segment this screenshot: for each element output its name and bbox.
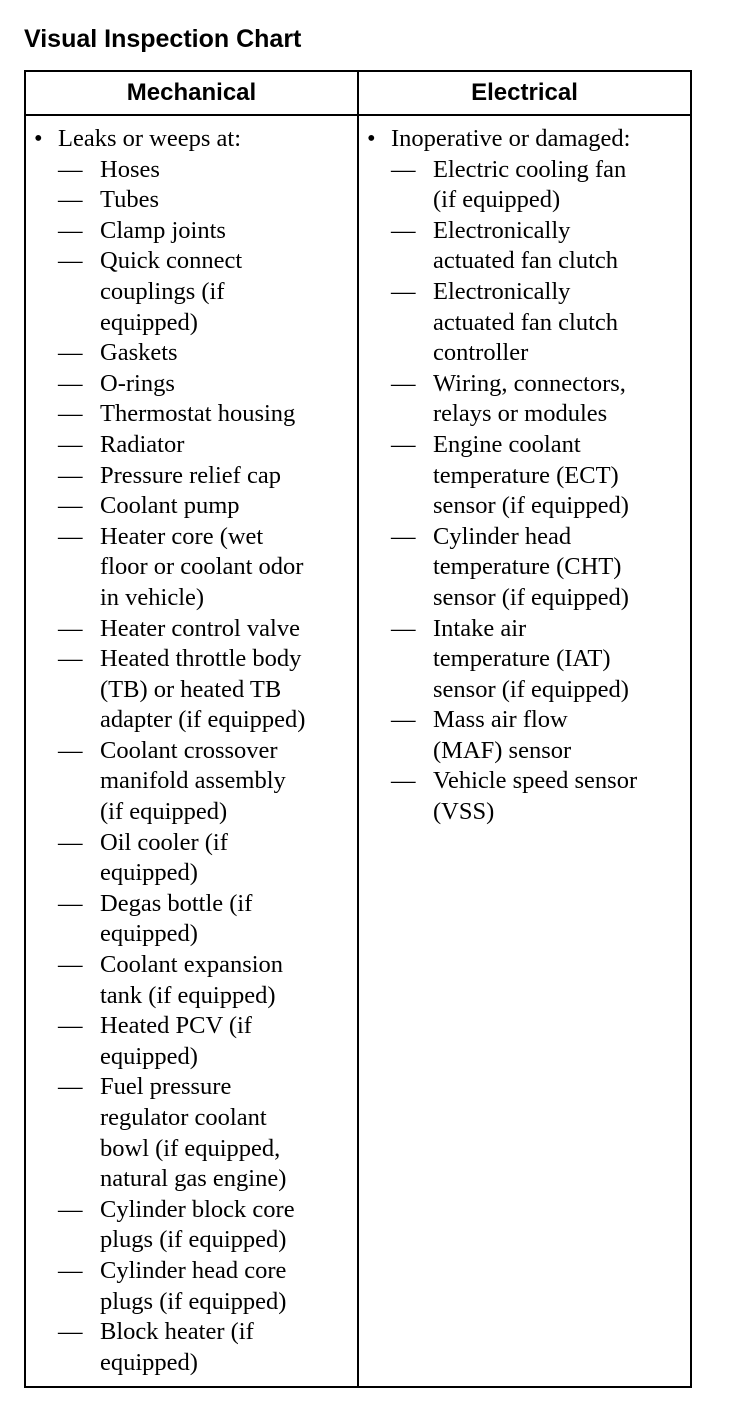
bullet-icon: •	[367, 125, 376, 152]
mechanical-item-text: Fuel pressure regulator coolant bowl (if equipped, natural gas engine)	[100, 1073, 287, 1193]
electrical-intro	[359, 124, 690, 155]
dash-icon: —	[391, 767, 416, 795]
mechanical-item-text: Thermostat housing	[100, 400, 296, 428]
mechanical-item-text: Coolant crossover manifold assembly (if equipped)	[100, 736, 286, 826]
dash-icon: —	[58, 155, 83, 183]
electrical-item-text: Wiring, connectors, relays or modules	[433, 369, 626, 428]
dash-icon: —	[58, 828, 83, 856]
mechanical-list-item	[26, 950, 357, 1011]
mechanical-list-item	[26, 644, 357, 736]
mechanical-list-item	[26, 828, 357, 889]
electrical-item-text: Vehicle speed sensor (VSS)	[433, 767, 638, 826]
dash-icon: —	[58, 522, 83, 550]
electrical-intro-text: Inoperative or damaged:	[391, 125, 631, 152]
mechanical-list-item	[26, 614, 357, 645]
electrical-item-text: Electronically actuated fan clutch controller	[433, 277, 619, 367]
mechanical-item-text: Cylinder block core plugs (if equipped)	[100, 1195, 295, 1254]
dash-icon: —	[391, 369, 416, 397]
mechanical-item-text: O-rings	[100, 369, 175, 397]
mechanical-list-item	[26, 430, 357, 461]
electrical-list-item	[359, 522, 690, 614]
mechanical-item-text: Gaskets	[100, 339, 178, 367]
mechanical-item-text: Oil cooler (if equipped)	[100, 828, 228, 887]
mechanical-list-item	[26, 338, 357, 369]
mechanical-list-item	[26, 399, 357, 430]
electrical-list-item	[359, 614, 690, 706]
dash-icon: —	[58, 247, 83, 275]
dash-icon: —	[58, 951, 83, 979]
mechanical-list-item	[26, 369, 357, 400]
dash-icon: —	[58, 339, 83, 367]
mechanical-list-item	[26, 155, 357, 186]
dash-icon: —	[58, 1012, 83, 1040]
mechanical-item-text: Clamp joints	[100, 216, 226, 244]
mechanical-item-text: Coolant expansion tank (if equipped)	[100, 951, 284, 1009]
mechanical-item-text: Degas bottle (if equipped)	[100, 889, 253, 948]
mechanical-intro	[26, 124, 357, 155]
dash-icon: —	[391, 430, 416, 458]
dash-icon: —	[58, 492, 83, 520]
content-row	[25, 115, 691, 1387]
mechanical-list	[26, 155, 357, 1379]
electrical-item-text: Electronically actuated fan clutch	[433, 216, 619, 275]
mechanical-list-item	[26, 1072, 357, 1194]
dash-icon: —	[58, 614, 83, 642]
dash-icon: —	[391, 706, 416, 734]
bullet-icon: •	[34, 125, 43, 152]
mechanical-item-text: Quick connect couplings (if equipped)	[100, 247, 243, 336]
mechanical-item-text: Radiator	[100, 430, 185, 458]
mechanical-item-text: Heater control valve	[100, 614, 300, 642]
electrical-list-item	[359, 766, 690, 827]
mechanical-list-item	[26, 491, 357, 522]
dash-icon: —	[58, 889, 83, 917]
dash-icon: —	[391, 155, 416, 183]
column-header-electrical: Electrical	[358, 71, 691, 115]
electrical-item-text: Engine coolant temperature (ECT) sensor (if equipped)	[433, 430, 629, 520]
mechanical-list-item	[26, 216, 357, 247]
header-row	[25, 71, 691, 115]
inspection-table	[24, 70, 692, 1388]
dash-icon: —	[391, 614, 416, 642]
mechanical-item-text: Tubes	[100, 186, 160, 214]
dash-icon: —	[58, 1318, 83, 1346]
electrical-item-text: Intake air temperature (IAT) sensor (if equipped)	[433, 614, 629, 703]
electrical-list-item	[359, 430, 690, 522]
dash-icon: —	[58, 369, 83, 397]
mechanical-list-item	[26, 1317, 357, 1378]
mechanical-item-text: Heater core (wet floor or coolant odor in vehicle)	[100, 522, 304, 611]
mechanical-list-item	[26, 889, 357, 950]
dash-icon: —	[58, 1195, 83, 1223]
mechanical-item-text: Pressure relief cap	[100, 461, 281, 489]
electrical-item-text: Electric cooling fan (if equipped)	[433, 155, 627, 214]
dash-icon: —	[58, 461, 83, 489]
mechanical-intro-text: Leaks or weeps at:	[58, 125, 241, 152]
mechanical-list-item	[26, 1011, 357, 1072]
mechanical-list-item	[26, 1256, 357, 1317]
chart-title: Visual Inspection Chart	[24, 25, 302, 53]
dash-icon: —	[58, 645, 83, 673]
dash-icon: —	[58, 400, 83, 428]
mechanical-item-text: Heated PCV (if equipped)	[100, 1012, 252, 1070]
dash-icon: —	[58, 1073, 83, 1101]
dash-icon: —	[58, 1256, 83, 1284]
mechanical-item-text: Block heater (if equipped)	[100, 1318, 254, 1376]
mechanical-item-text: Cylinder head core plugs (if equipped)	[100, 1256, 287, 1315]
column-header-mechanical: Mechanical	[25, 71, 358, 115]
electrical-cell	[358, 115, 691, 1387]
mechanical-list-item	[26, 185, 357, 216]
dash-icon: —	[391, 277, 416, 305]
electrical-list-item	[359, 705, 690, 766]
dash-icon: —	[58, 186, 83, 214]
mechanical-list-item	[26, 736, 357, 828]
dash-icon: —	[391, 522, 416, 550]
electrical-list-item	[359, 369, 690, 430]
mechanical-item-text: Hoses	[100, 155, 160, 183]
electrical-item-text: Cylinder head temperature (CHT) sensor (if equipped)	[433, 522, 629, 611]
electrical-list-item	[359, 277, 690, 369]
mechanical-list-item	[26, 246, 357, 338]
dash-icon: —	[58, 216, 83, 244]
electrical-list-item	[359, 155, 690, 216]
mechanical-list-item	[26, 461, 357, 492]
dash-icon: —	[58, 736, 83, 764]
electrical-list-item	[359, 216, 690, 277]
electrical-item-text: Mass air flow (MAF) sensor	[433, 706, 572, 764]
mechanical-item-text: Coolant pump	[100, 492, 240, 520]
electrical-list	[359, 155, 690, 828]
dash-icon: —	[391, 216, 416, 244]
mechanical-list-item	[26, 1195, 357, 1256]
mechanical-list-item	[26, 522, 357, 614]
dash-icon: —	[58, 430, 83, 458]
mechanical-cell	[25, 115, 358, 1387]
mechanical-item-text: Heated throttle body (TB) or heated TB adapter (if equipped)	[100, 645, 306, 734]
